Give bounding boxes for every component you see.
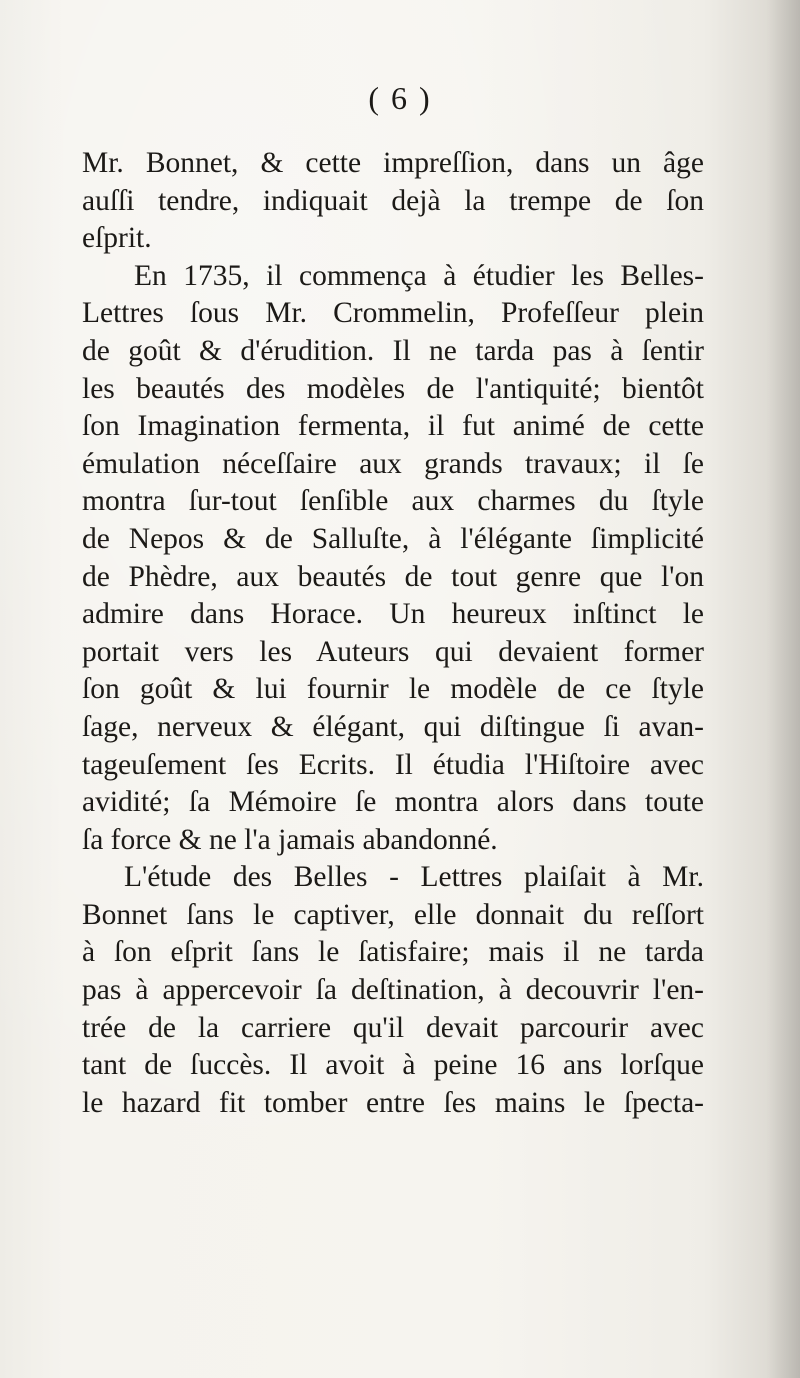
text-line: montra ſur-tout ſenſible aux charmes du ſtyle xyxy=(82,485,704,518)
text-line: Lettres ſous Mr. Crommelin, Profeſſeur plein xyxy=(82,297,704,330)
text-line: ſon goût & lui fournir le modèle de ce ſtyle xyxy=(82,673,704,706)
text-line: de Nepos & de Salluſte, à l'élégante ſimplicité xyxy=(82,522,704,555)
text-line: de goût & d'érudition. Il ne tarda pas à ſentir xyxy=(82,334,704,367)
text-line: auſſi tendre, indiquait dejà la trempe de ſon xyxy=(82,184,704,217)
text-line: En 1735, il commença à étudier les Belles- xyxy=(134,259,704,292)
page-edge-shadow xyxy=(766,0,800,1378)
text-line: admire dans Horace. Un heureux inſtinct le xyxy=(82,598,704,631)
text-line: eſprit. xyxy=(82,222,152,255)
text-line: émulation néceſſaire aux grands travaux; il ſe xyxy=(82,447,704,480)
text-line: ſon Imagination fermenta, il fut animé de cette xyxy=(82,410,704,443)
text-line: de Phèdre, aux beautés de tout genre que l'on xyxy=(82,560,704,593)
text-line: le hazard fit tomber entre ſes mains le ſpecta- xyxy=(82,1086,704,1119)
text-line: ſa force & ne l'a jamais abandonné. xyxy=(82,823,498,856)
page-number: ( 6 ) xyxy=(368,80,432,116)
text-line: trée de la carriere qu'il devait parcourir avec xyxy=(82,1011,704,1044)
text-line: tageuſement ſes Ecrits. Il étudia l'Hiſtoire avec xyxy=(82,748,704,781)
text-line: L'étude des Belles - Lettres plaiſait à Mr. xyxy=(124,861,704,894)
text-line: les beautés des modèles de l'antiquité; bientôt xyxy=(82,372,704,405)
text-line: portait vers les Auteurs qui devaient former xyxy=(82,635,704,668)
text-line: Mr. Bonnet, & cette impreſſion, dans un âge xyxy=(82,147,704,179)
body-text xyxy=(82,145,704,1122)
text-line: ſage, nerveux & élégant, qui diſtingue ſi avan- xyxy=(82,710,704,743)
text-line: pas à appercevoir ſa deſtination, à decouvrir l'en- xyxy=(82,974,704,1007)
text-line: Bonnet ſans le captiver, elle donnait du reſſort xyxy=(82,898,704,931)
text-line: tant de ſuccès. Il avoit à peine 16 ans lorſque xyxy=(82,1049,704,1082)
text-line: à ſon eſprit ſans le ſatisfaire; mais il ne tarda xyxy=(82,936,704,969)
text-line: avidité; ſa Mémoire ſe montra alors dans toute xyxy=(82,786,704,819)
